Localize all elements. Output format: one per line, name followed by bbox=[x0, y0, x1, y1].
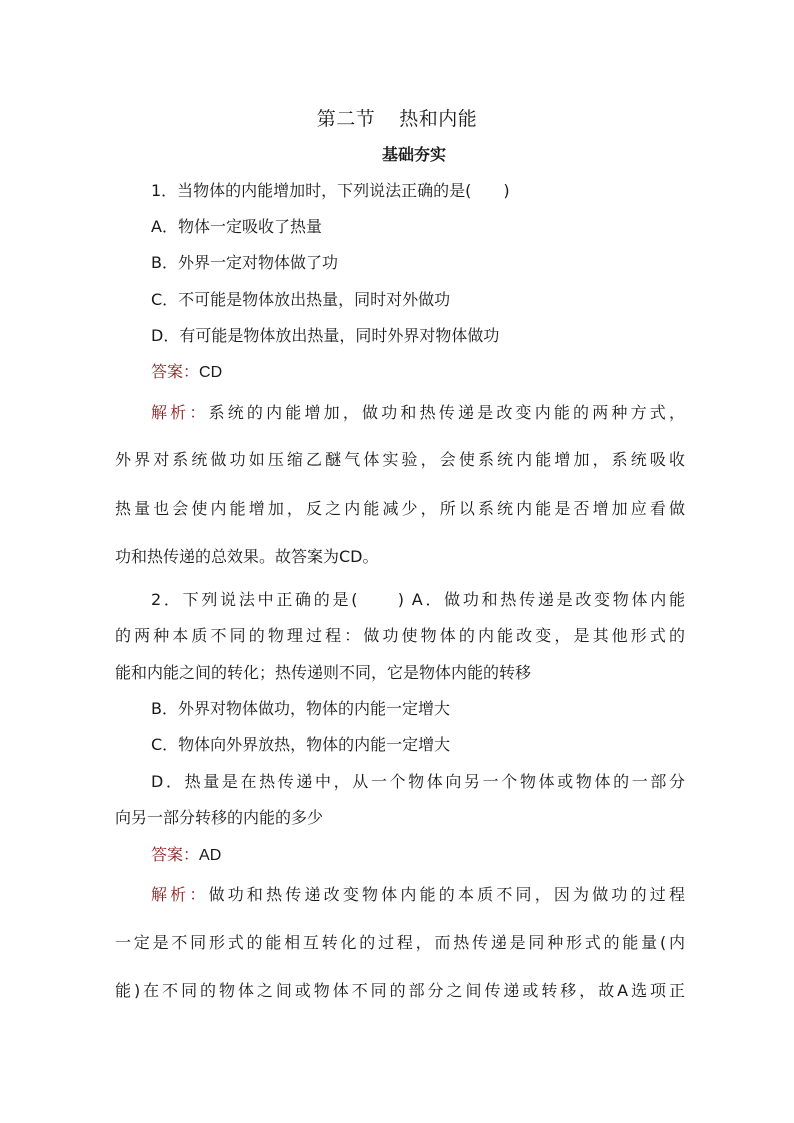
q1-analysis-line-4: 功和热传递的总效果。故答案为CD。 bbox=[115, 547, 379, 566]
q1-analysis-line-1: 解析：系统的内能增加，做功和热传递是改变内能的两种方式， bbox=[151, 403, 685, 422]
q2-answer-value: AD bbox=[199, 847, 222, 864]
subtitle: 基础夯实 bbox=[381, 145, 446, 164]
q1-option-d: D．有可能是物体放出热量，同时外界对物体做功 bbox=[151, 326, 500, 345]
q1-option-b: B．外界一定对物体做了功 bbox=[151, 253, 338, 272]
analysis-label: 解析： bbox=[151, 885, 209, 904]
q2-answer bbox=[151, 842, 685, 865]
answer-label: 答案： bbox=[151, 845, 200, 864]
q1-option-a: A．物体一定吸收了热量 bbox=[151, 217, 322, 236]
q1-option-c: C．不可能是物体放出热量，同时对外做功 bbox=[151, 290, 451, 309]
q2-analysis-line-3: 能)在不同的物体之间或物体不同的部分之间传递或转移，故A选项正 bbox=[115, 981, 685, 1000]
q1-answer-value: CD bbox=[199, 364, 223, 381]
q2-option-d-line-2: 向另一部分转移的内能的多少 bbox=[115, 808, 324, 827]
answer-label: 答案： bbox=[151, 362, 200, 381]
q1-answer bbox=[151, 359, 685, 382]
q1-analysis-line-2: 外界对系统做功如压缩乙醚气体实验，会使系统内能增加，系统吸收 bbox=[115, 450, 685, 469]
q2-stem-line-1: 2．下列说法中正确的是( ) A．做功和热传递是改变物体内能 bbox=[151, 590, 685, 609]
q1-analysis-line-3: 热量也会使内能增加，反之内能减少，所以系统内能是否增加应看做 bbox=[115, 499, 685, 518]
section-number: 第二节 bbox=[316, 108, 376, 130]
q2-option-d-line-1: D．热量是在热传递中，从一个物体向另一个物体或物体的一部分 bbox=[151, 772, 685, 791]
q2-option-c: C．物体向外界放热，物体的内能一定增大 bbox=[151, 735, 451, 754]
q2-option-b: B．外界对物体做功，物体的内能一定增大 bbox=[151, 699, 450, 718]
q2-analysis-line-1: 解析：做功和热传递改变物体内能的本质不同，因为做功的过程 bbox=[151, 885, 685, 904]
section-name: 热和内能 bbox=[399, 108, 478, 130]
analysis-label: 解析： bbox=[151, 403, 209, 422]
q1-stem: 1．当物体的内能增加时，下列说法正确的是( ) bbox=[151, 181, 510, 200]
q2-stem-line-3: 能和内能之间的转化；热传递则不同，它是物体内能的转移 bbox=[115, 663, 532, 682]
section-title bbox=[0, 104, 794, 131]
q2-stem-line-2: 的两种本质不同的物理过程：做功使物体的内能改变，是其他形式的 bbox=[115, 626, 685, 645]
q2-analysis-line-2: 一定是不同形式的能相互转化的过程，而热传递是同种形式的能量(内 bbox=[115, 933, 685, 952]
